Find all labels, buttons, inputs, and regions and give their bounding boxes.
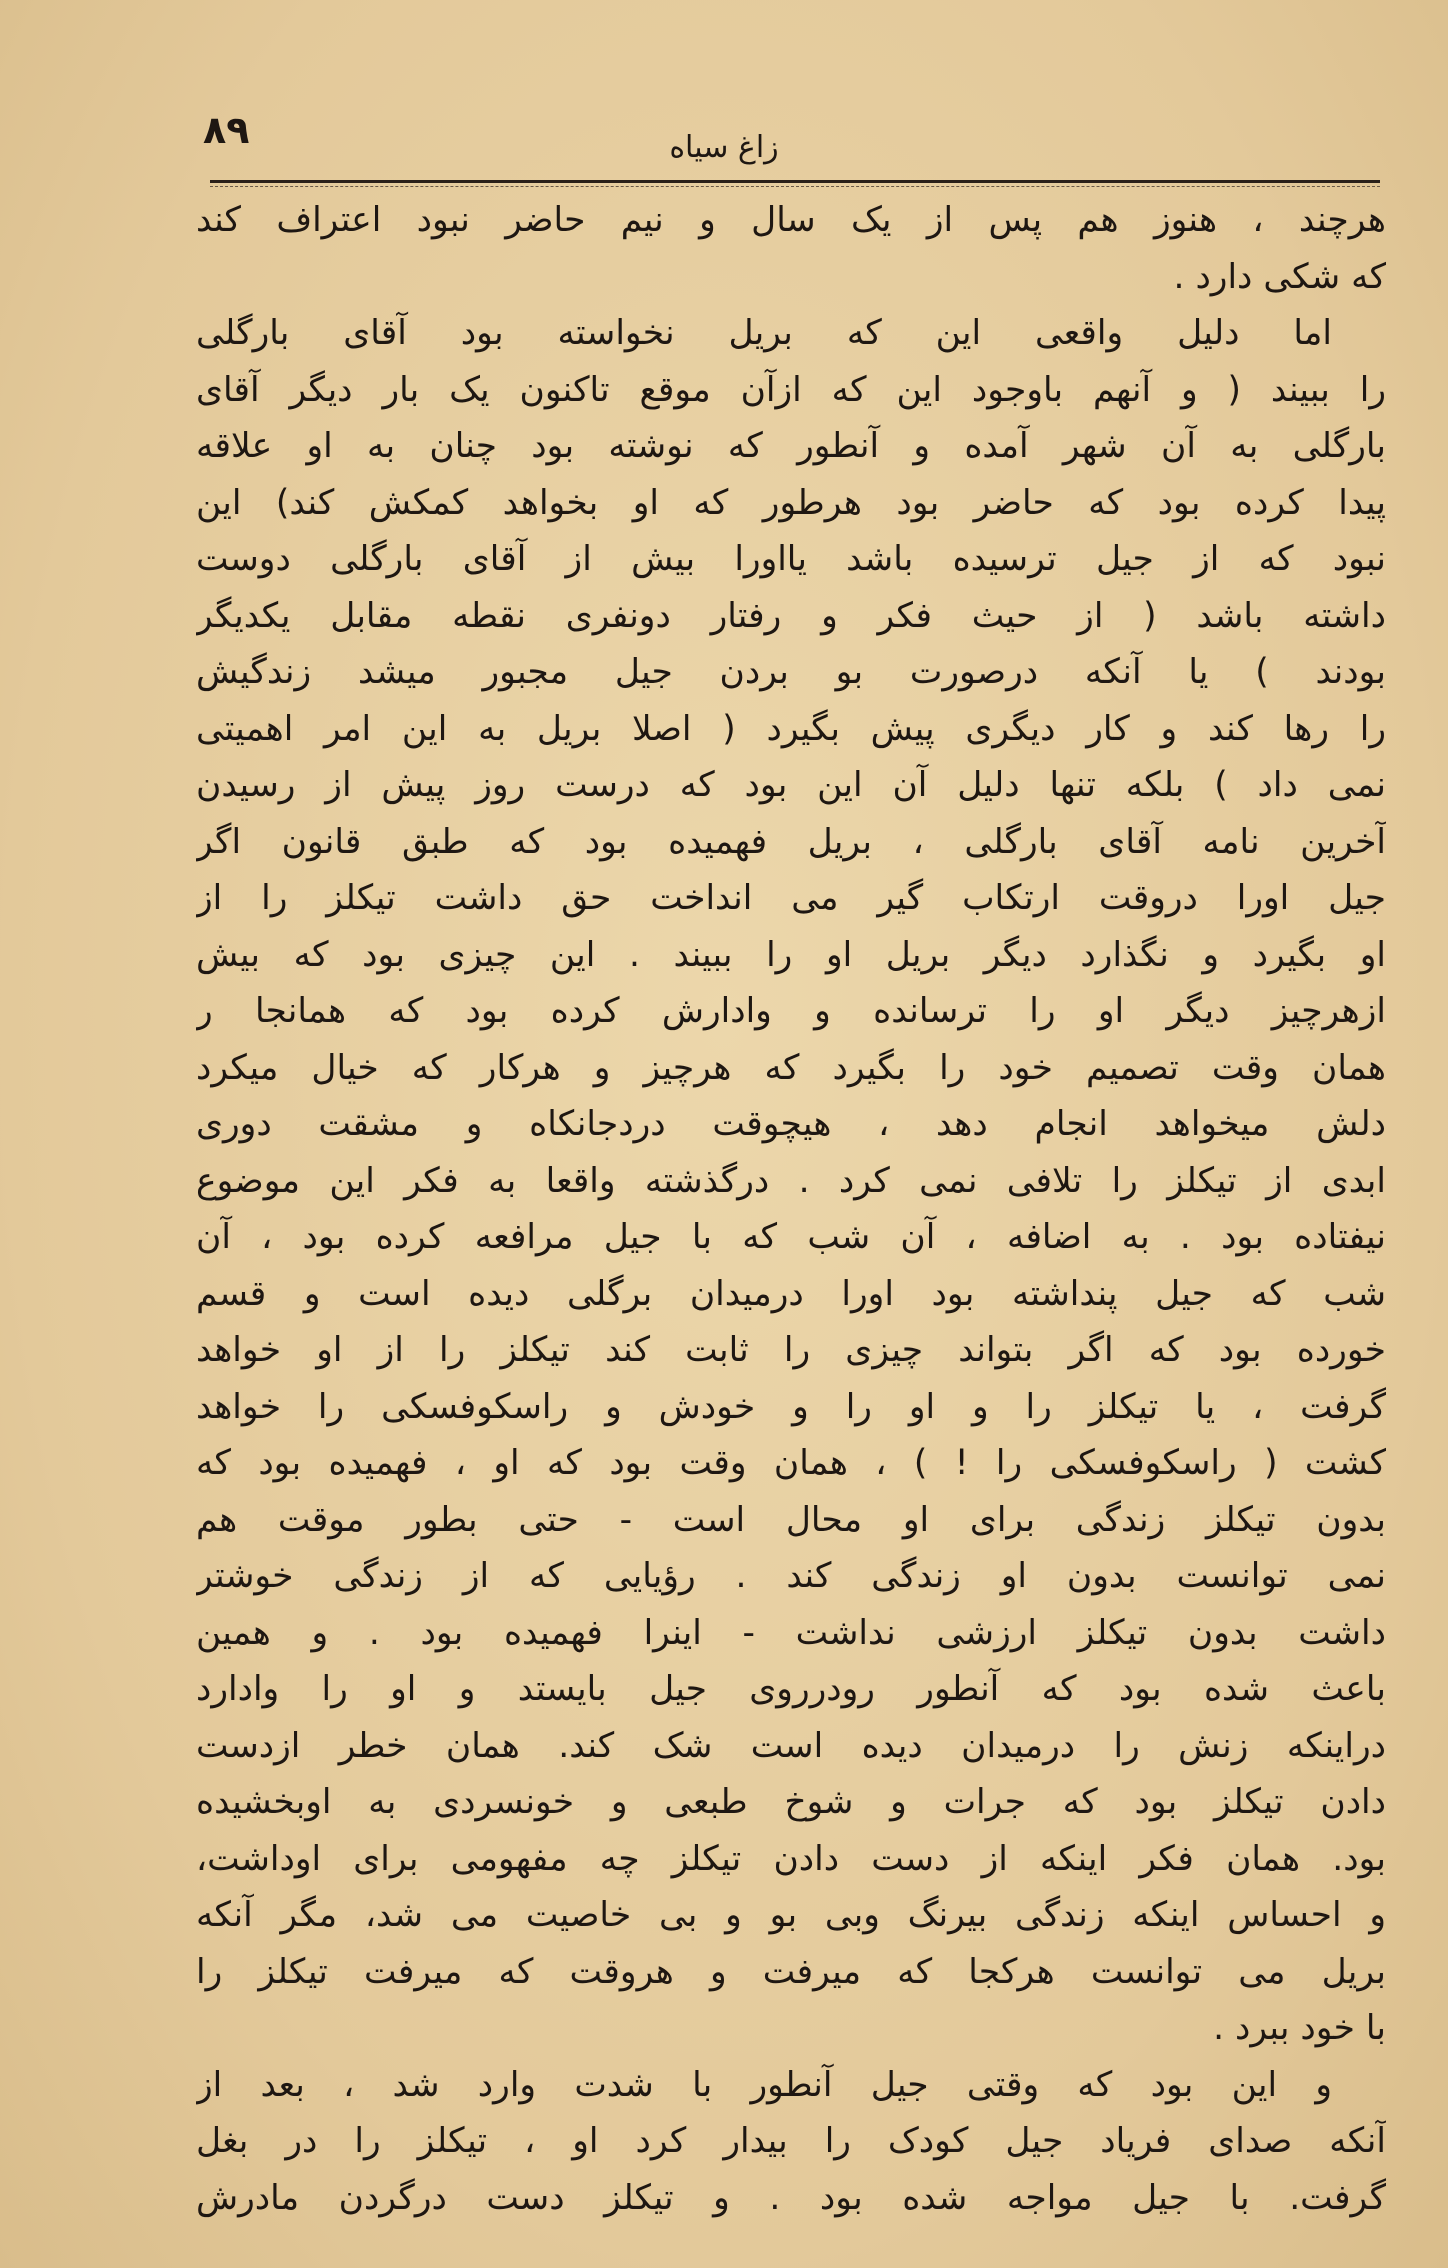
running-head: زاغ سیاه <box>669 130 779 165</box>
text-line: باعث شده بود که آنطور رودرروی جیل بایستد و او را وادارد <box>196 1669 1386 1709</box>
text-line: با خود ببرد . <box>1213 2008 1386 2048</box>
text-line: بود. همان فکر اینکه از دست دادن تیکلز چه مفهومی برای اوداشت، <box>196 1838 1386 1879</box>
text-line: و احساس اینکه زندگی بیرنگ وبی بو و بی خاصیت می شد، مگر آنکه <box>196 1895 1386 1935</box>
text-line: بارگلی به آن شهر آمده و آنطور که نوشته بود چنان به او علاقه <box>196 426 1386 466</box>
text-line: بودند ) یا آنکه درصورت بو بردن جیل مجبور میشد زندگیش <box>196 652 1386 692</box>
text-line: هرچند ، هنوز هم پس از یک سال و نیم حاضر نبود اعتراف کند <box>196 200 1386 240</box>
text-line: را رها کند و کار دیگری پیش بگیرد ( اصلا بریل به این امر اهمیتی <box>196 708 1386 749</box>
text-line: نبود که از جیل ترسیده باشد یااورا بیش از آقای بارگلی دوست <box>196 539 1386 579</box>
text-line: گرفت ، یا تیکلز را و او را و خودش و راسکوفسکی را خواهد <box>196 1386 1386 1427</box>
text-line: ابدی از تیکلز را تلافی نمی کرد . درگذشته واقعا به فکر این موضوع <box>196 1160 1386 1201</box>
text-line: که شکی دارد . <box>1173 256 1386 297</box>
text-line: دادن تیکلز بود که جرات و شوخ طبعی و خونسردی به اوبخشیده <box>196 1782 1386 1822</box>
text-line: خورده بود که اگر بتواند چیزی را ثابت کند تیکلز را از او خواهد <box>196 1330 1386 1370</box>
text-line: را ببیند ( و آنهم باوجود این که ازآن موقع تاکنون یک بار دیگر آقای <box>196 369 1386 410</box>
text-line: جیل اورا دروقت ارتکاب گیر می انداخت حق داشت تیکلز را از <box>196 878 1386 918</box>
text-line: داشت بدون تیکلز ارزشی نداشت - اینرا فهمیده بود . و همین <box>196 1612 1386 1653</box>
page-number: ۸۹ <box>203 108 250 152</box>
text-line: کشت ( راسکوفسکی را ! ) ، همان وقت بود که او ، فهمیده بود که <box>196 1443 1386 1483</box>
header-rule-dashed <box>210 186 1380 187</box>
text-line: دلش میخواهد انجام دهد ، هیچوقت دردجانکاه و مشقت دوری <box>196 1104 1386 1144</box>
text-line: داشته باشد ( از حیث فکر و رفتار دونفری نقطه مقابل یکدیگر <box>196 595 1386 636</box>
header-rule <box>210 180 1380 183</box>
text-line: شب که جیل پنداشته بود اورا درمیدان برگلی دیده است و قسم <box>196 1273 1386 1314</box>
text-line: نمی توانست بدون او زندگی کند . رؤیایی که از زندگی خوشتر <box>196 1556 1386 1596</box>
text-line: آخرین نامه آقای بارگلی ، بریل فهمیده بود که طبق قانون اگر <box>196 821 1386 862</box>
text-line: بدون تیکلز زندگی برای او محال است - حتی بطور موقت هم <box>196 1499 1386 1540</box>
text-line: بریل می توانست هرکجا که میرفت و هروقت که میرفت تیکلز را <box>196 1951 1386 1992</box>
text-line: آنکه صدای فریاد جیل کودک را بیدار کرد او ، تیکلز را در بغل <box>196 2121 1386 2161</box>
text-line: و این بود که وقتی جیل آنطور با شدت وارد شد ، بعد از <box>196 2064 1332 2105</box>
text-line: ازهرچیز دیگر او را ترسانده و وادارش کرده بود که همانجا ر <box>196 991 1386 1031</box>
text-line: نمی داد ) بلکه تنها دلیل آن این بود که درست روز پیش از رسیدن <box>196 765 1386 805</box>
body-text <box>196 192 1386 2226</box>
text-line: دراینکه زنش را درمیدان دیده است شک کند. همان خطر ازدست <box>196 1725 1386 1766</box>
text-line: پیدا کرده بود که حاضر بود هرطور که او بخواهد کمکش کند) این <box>196 482 1386 523</box>
text-line: اما دلیل واقعی این که بریل نخواسته بود آقای بارگلی <box>196 313 1332 353</box>
text-line: همان وقت تصمیم خود را بگیرد که هرچیز و هرکار که خیال میکرد <box>196 1047 1386 1088</box>
text-line: گرفت. با جیل مواجه شده بود . و تیکلز دست درگردن مادرش <box>196 2177 1386 2218</box>
text-line: نیفتاده بود . به اضافه ، آن شب که با جیل مرافعه کرده بود ، آن <box>196 1217 1386 1257</box>
text-line: او بگیرد و نگذارد دیگر بریل او را ببیند . این چیزی بود که بیش <box>196 934 1386 975</box>
